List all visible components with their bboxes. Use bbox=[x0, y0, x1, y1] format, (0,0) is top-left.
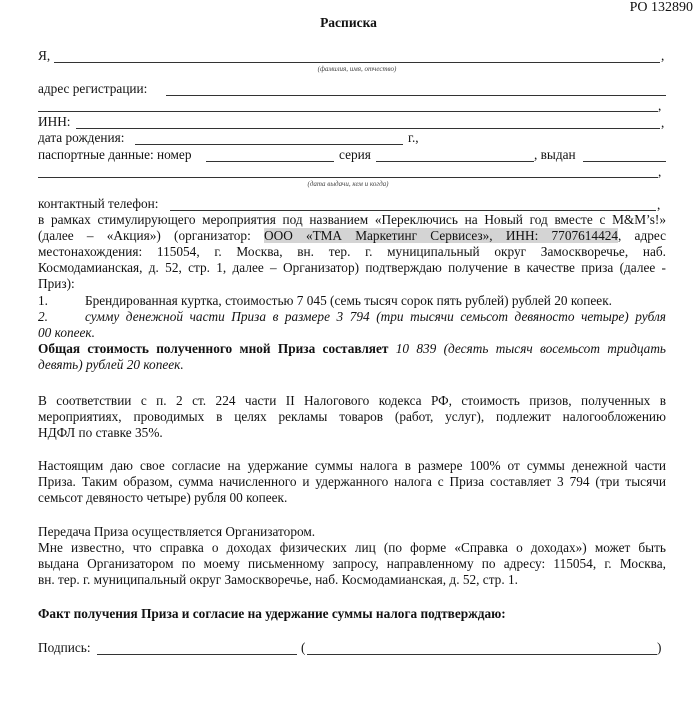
passport-issued-hint: (дата выдачи, кем и когда) bbox=[307, 180, 389, 188]
intro-line bbox=[38, 228, 666, 244]
passport-series-field[interactable] bbox=[376, 161, 534, 162]
total-value: 10 839 (десять тысяч восемьсот тридцать bbox=[395, 341, 666, 356]
prize-item-continuation: 00 копеек. bbox=[38, 325, 95, 340]
comma: , bbox=[658, 98, 662, 113]
comma: , bbox=[661, 48, 665, 63]
passport-issued-field[interactable] bbox=[583, 161, 666, 162]
consent-line: семьсот девяносто четыре) рубля 00 копеек. bbox=[38, 490, 288, 505]
signature-name-field[interactable] bbox=[307, 654, 657, 655]
consent-line: Приза. Таким образом, сумма начисленного и удержанного налога с Приза составляет 3 794 (три тысячи bbox=[38, 474, 666, 489]
tax-line: мероприятиях, проводимых в целях рекламы товаров (работ, услуг), подлежит налогообложению bbox=[38, 409, 666, 424]
address-label: адрес регистрации: bbox=[38, 81, 148, 96]
comma: , bbox=[658, 164, 662, 179]
signature-field[interactable] bbox=[97, 654, 297, 655]
signature-label: Подпись: bbox=[38, 640, 91, 655]
inn-field[interactable] bbox=[76, 128, 660, 129]
transfer-line: вн. тер. г. муниципальный округ Замоскворечье, наб. Космодамианская, д. 52, стр. 1. bbox=[38, 572, 518, 587]
full-name-hint: (фамилия, имя, отчество) bbox=[317, 65, 397, 73]
transfer-line: выдана Организатором по моему письменному запросу, направленному по адресу: 115054, г. Москва, bbox=[38, 556, 666, 571]
intro-text: , адрес bbox=[618, 228, 667, 243]
birth-year-suffix: г., bbox=[408, 130, 419, 145]
transfer-line: Мне известно, что справка о доходах физических лиц (по форме «Справка о доходах») может быть bbox=[38, 540, 666, 555]
intro-line: местонахождения: 115054, г. Москва, вн. тер. г. муниципальный округ Замоскворечье, наб. bbox=[38, 244, 666, 259]
passport-number-field[interactable] bbox=[206, 161, 334, 162]
passport-issued-label: , выдан bbox=[534, 147, 576, 162]
document-title: Расписка bbox=[320, 15, 377, 30]
confirmation-heading: Факт получения Приза и согласие на удержание суммы налога подтверждаю: bbox=[38, 606, 506, 621]
birth-date-field[interactable] bbox=[135, 144, 403, 145]
passport-issued-field-line2[interactable] bbox=[38, 177, 658, 178]
comma: , bbox=[657, 197, 661, 212]
intro-line: в рамках стимулирующего мероприятия под названием «Переключись на Новый год вместе с M&M’s!» bbox=[38, 212, 666, 227]
passport-number-label: паспортные данные: номер bbox=[38, 147, 192, 162]
total-value-continuation: девять) рублей 20 копеек. bbox=[38, 357, 184, 372]
intro-text: (далее – «Акция») (организатор: bbox=[38, 228, 264, 243]
consent-line: Настоящим даю свое согласие на удержание суммы налога в размере 100% от суммы денежной части bbox=[38, 458, 666, 473]
intro-line: Приз): bbox=[38, 276, 75, 291]
tax-line: В соответствии с п. 2 ст. 224 части II Налогового кодекса РФ, стоимость призов, полученных в bbox=[38, 393, 666, 408]
consent-paragraph bbox=[38, 458, 666, 506]
item-number: 1. bbox=[38, 293, 48, 308]
total-label: Общая стоимость полученного мной Приза составляет bbox=[38, 341, 389, 356]
prize-item bbox=[38, 293, 666, 309]
name-label: Я, bbox=[38, 48, 51, 63]
transfer-line: Передача Приза осуществляется Организатором. bbox=[38, 524, 316, 539]
total-line bbox=[38, 341, 666, 357]
paren-close: ) bbox=[657, 640, 662, 655]
passport-series-label: серия bbox=[339, 147, 371, 162]
prize-item bbox=[38, 309, 666, 325]
intro-paragraph bbox=[38, 212, 666, 292]
paren-open: ( bbox=[301, 640, 306, 655]
item-number: 2. bbox=[38, 309, 48, 324]
phone-field[interactable] bbox=[170, 210, 656, 211]
document-number: PO 132890 bbox=[629, 0, 693, 15]
item-text: Брендированная куртка, стоимостью 7 045 (семь тысяч сорок пять рублей) рублей 20 копеек. bbox=[85, 293, 612, 308]
item-text: сумму денежной части Приза в размере 3 794 (три тысячи семьсот девяносто четыре) рубля bbox=[85, 309, 666, 324]
tax-paragraph bbox=[38, 393, 666, 441]
tax-line: НДФЛ по ставке 35%. bbox=[38, 425, 163, 440]
prize-list bbox=[38, 293, 666, 373]
transfer-paragraph bbox=[38, 524, 666, 588]
address-field[interactable] bbox=[166, 95, 666, 96]
comma: , bbox=[661, 115, 665, 130]
birth-date-label: дата рождения: bbox=[38, 130, 125, 145]
phone-label: контактный телефон: bbox=[38, 196, 159, 211]
inn-label: ИНН: bbox=[38, 114, 71, 129]
intro-line: Космодамианская, д. 52, стр. 1, далее – Организатор) подтверждаю получение в качестве приза (далее - bbox=[38, 260, 666, 275]
address-field-line2[interactable] bbox=[38, 111, 658, 112]
organizer-highlight: ООО «ТМА Маркетинг Сервисез», ИНН: 7707614424 bbox=[263, 228, 619, 243]
full-name-field[interactable] bbox=[54, 62, 660, 63]
